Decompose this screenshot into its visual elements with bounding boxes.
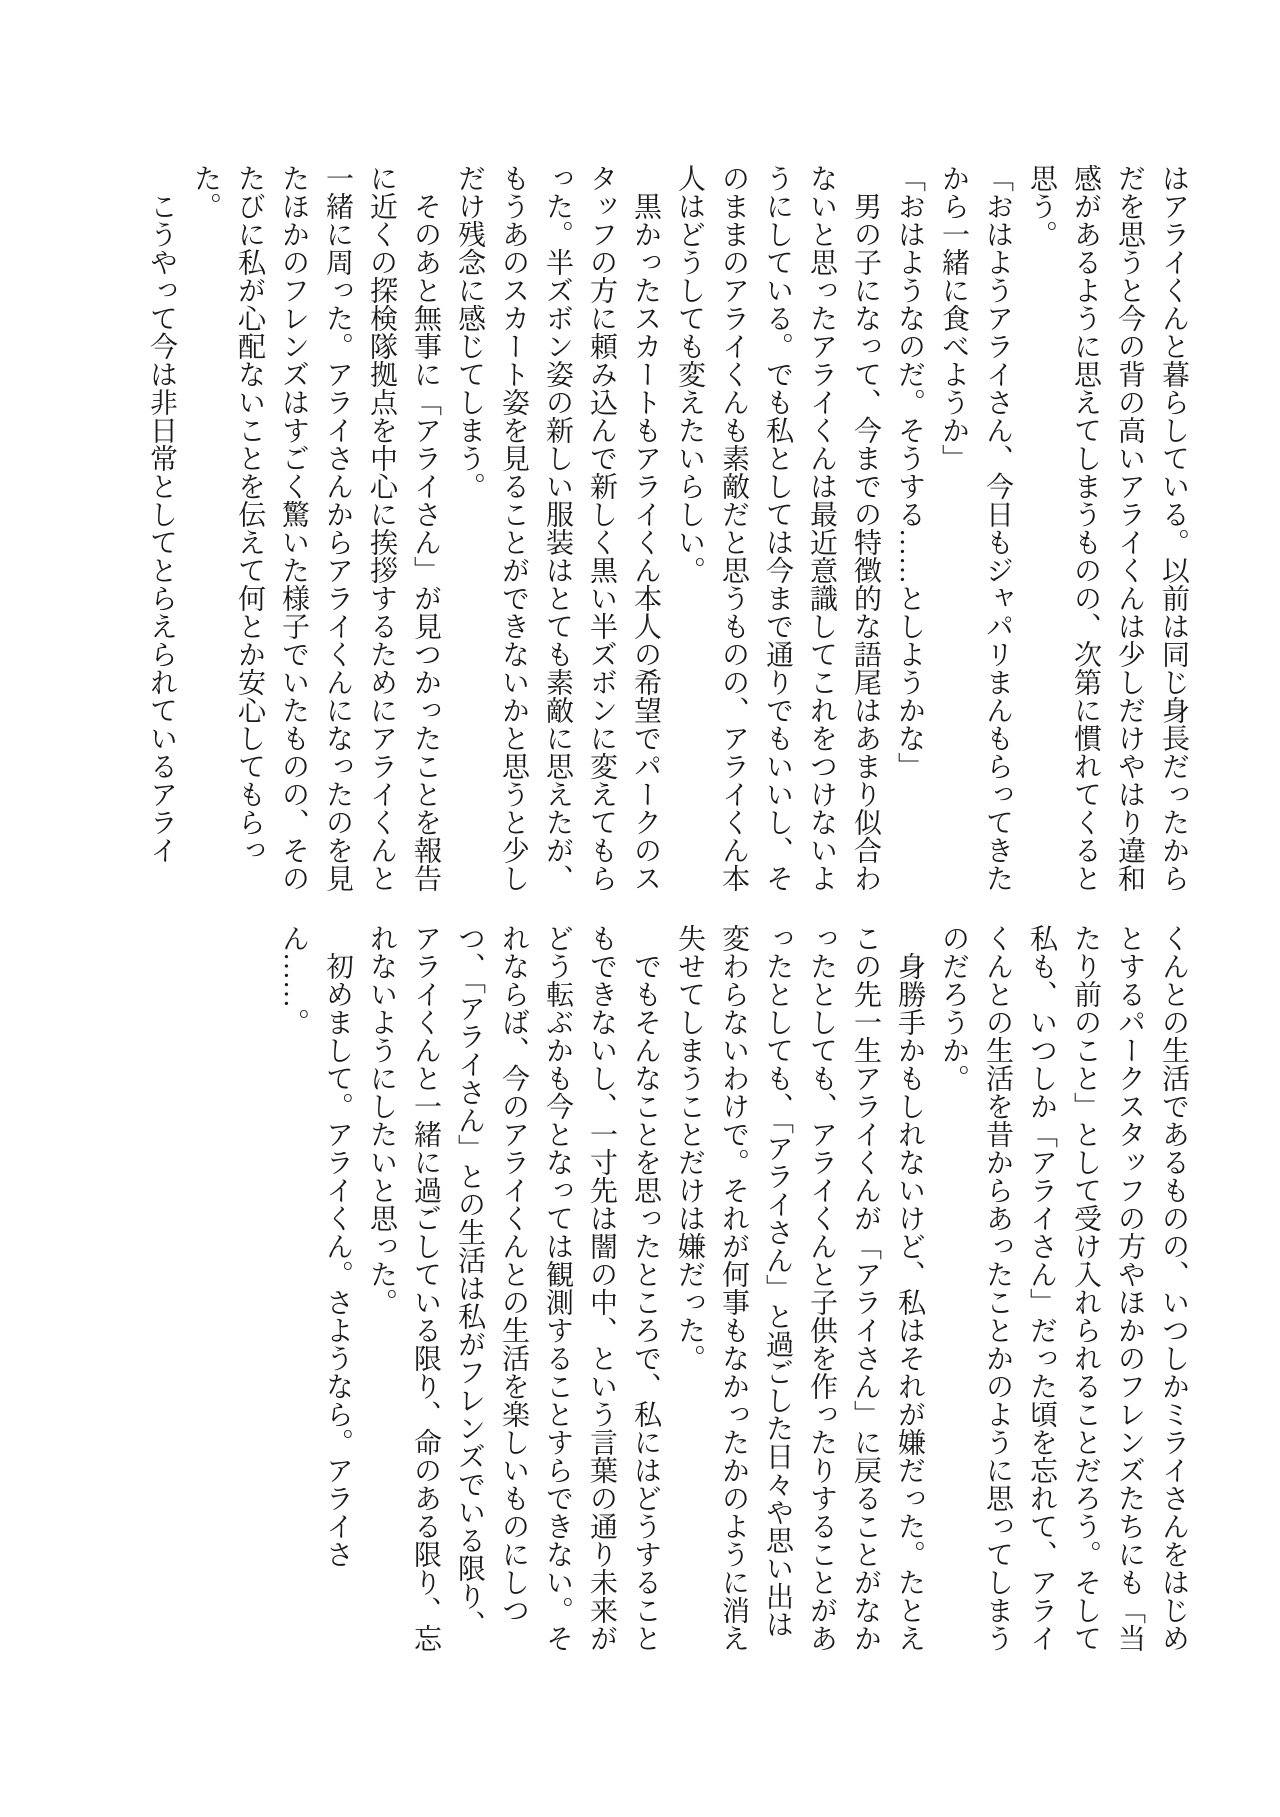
- paragraph: こうやって今は非日常としてとらえられているアライ: [146, 192, 177, 864]
- paragraph-closing-line: 初めまして。アライくん。さようなら。アライさん……。: [278, 924, 353, 1568]
- paragraph-continuation: はアライくんと暮らしている。以前は同じ身長だったからだを思うと今の背の高いアライくんは少しだけやはり違和感があるように思えてしまうものの、次第に慣れてくると思う。: [1026, 164, 1189, 892]
- text-block-upper: [139, 164, 1195, 894]
- paragraph-continuation: くんとの生活であるものの、いつしかミライさんをはじめとするパークスタッフの方やほかのフレンズたちにも「当たり前のこと」として受け入れられることだろう。そして私も、いつしか「アライさん」だった頃を忘れて、アライくんとの生活を昔からあったことかのように思ってしまうのだろうか。: [938, 924, 1189, 1652]
- text-block-lower: [271, 924, 1195, 1654]
- paragraph: でもそんなことを思ったところで、私にはどうすることもできないし、一寸先は闇の中、という言葉の通り未来がどう転ぶかも今となっては観測することすらできない。それならば、今のアライくんとの生活を楽しいものにしつつ、「アライさん」との生活は私がフレンズでいる限り、アライくんと一緒に過ごしている限り、命のある限り、忘れないようにしたいと思った。: [366, 924, 661, 1652]
- paragraph: 黒かったスカートもアライくん本人の希望でパークのスタッフの方に頼み込んで新しく黒い半ズボンに変えてもらった。半ズボン姿の新しい服装はとても素敵に思えたが、もうあのスカート姿を見ることができないかと思うと少しだけ残念に感じてしまう。: [454, 164, 661, 892]
- paragraph: 身勝手かもしれないけど、私はそれが嫌だった。たとえこの先一生アライくんが「アライさん」に戻ることがなかったとしても、アライくんと子供を作ったりすることがあったとしても、「アライさん」と過ごした日々や思い出は変わらないわけで。それが何事もなかったかのように消え失せてしまうことだけは嫌だった。: [674, 924, 925, 1652]
- paragraph-dialogue: 「おはようなのだ。そうする……としようかな」: [894, 164, 925, 780]
- paragraph: そのあと無事に「アライさん」が見つかったことを報告に近くの探検隊拠点を中心に挨拶するためにアライくんと一緒に周った。アライさんからアライくんになったのを見たほかのフレンズはすごく驚いた様子でいたものの、そのたびに私が心配ないことを伝えて何とか安心してもらった。: [190, 164, 441, 892]
- paragraph-dialogue: 「おはようアライさん、今日もジャパリまんもらってきたから一緒に食べようか」: [938, 164, 1013, 892]
- paragraph: 男の子になって、今までの特徴的な語尾はあまり似合わないと思ったアライくんは最近意識してこれをつけないようにしている。でも私としては今まで通りでもいいし、そのままのアライくんも素敵だと思うものの、アライくん本人はどうしても変えたいらしい。: [674, 164, 881, 892]
